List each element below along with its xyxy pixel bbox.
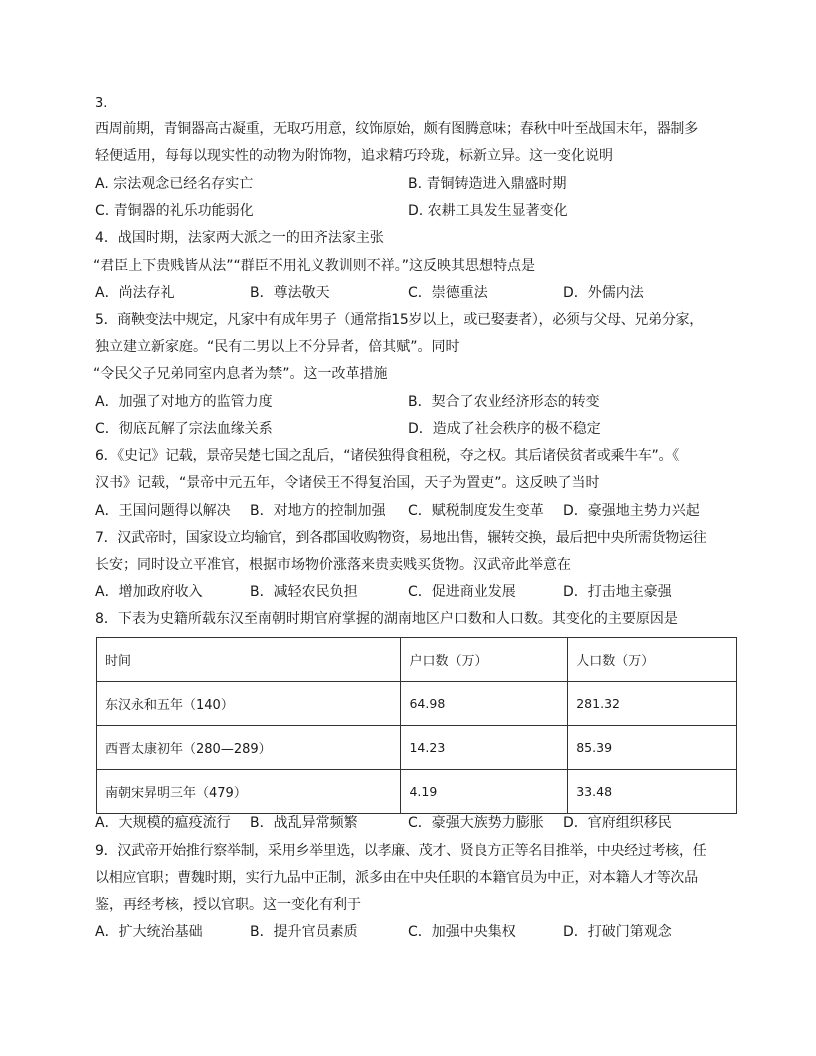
q9-option-c[interactable]: C．加强中央集权 bbox=[408, 924, 516, 940]
q3-number: 3. bbox=[95, 96, 108, 111]
q6-stem-line2: 汉书》记载，“景帝中元五年，令诸侯王不得复治国，天子为置吏”。这反映了当时 bbox=[95, 475, 600, 491]
q4-option-b[interactable]: B．尊法敬天 bbox=[250, 285, 330, 301]
q8-option-b[interactable]: B．战乱异常频繁 bbox=[250, 815, 358, 831]
q7-option-b[interactable]: B．减轻农民负担 bbox=[250, 584, 358, 600]
table-row bbox=[97, 770, 737, 814]
q5-option-d[interactable]: D．造成了社会秩序的极不稳定 bbox=[408, 421, 601, 437]
q7-option-c[interactable]: C．促进商业发展 bbox=[408, 584, 516, 600]
q7-stem-line2: 长安；同时设立平准官，根据市场物价涨落来贵卖贱买货物。汉武帝此举意在 bbox=[95, 557, 571, 573]
table-header-time: 时间 bbox=[97, 638, 401, 682]
table-header-households: 户口数（万） bbox=[401, 638, 568, 682]
table-cell-population: 33.48 bbox=[568, 770, 737, 814]
q4-stem-line1: 4．战国时期，法家两大派之一的田齐法家主张 bbox=[95, 230, 384, 246]
q7-option-d[interactable]: D．打击地主豪强 bbox=[563, 584, 672, 600]
table-cell-time: 南朝宋昇明三年（479） bbox=[97, 770, 401, 814]
q3-stem-line1: 西周前期，青铜器高古凝重，无取巧用意，纹饰原始，颇有图腾意味；春秋中叶至战国末年，器制多 bbox=[95, 121, 698, 137]
q9-option-d[interactable]: D．打破门第观念 bbox=[563, 924, 672, 940]
q4-option-d[interactable]: D．外儒内法 bbox=[563, 285, 644, 301]
table-cell-households: 64.98 bbox=[401, 682, 568, 726]
q3-stem-line2: 轻便适用，每每以现实性的动物为附饰物，追求精巧玲珑，标新立异。这一变化说明 bbox=[95, 148, 613, 164]
q6-option-c[interactable]: C．赋税制度发生变革 bbox=[408, 503, 544, 519]
q5-stem-line1: 5．商鞅变法中规定，凡家中有成年男子（通常指15岁以上，或已娶妻者），必须与父母、兄弟分家， bbox=[95, 312, 703, 328]
q5-option-b[interactable]: B．契合了农业经济形态的转变 bbox=[408, 394, 600, 410]
table-header-row bbox=[97, 638, 737, 682]
q8-stem-line1: 8．下表为史籍所载东汉至南朝时期官府掌握的湖南地区户口数和人口数。其变化的主要原因是 bbox=[95, 611, 678, 627]
q5-option-a[interactable]: A．加强了对地方的监管力度 bbox=[95, 394, 273, 410]
q6-option-b[interactable]: B．对地方的控制加强 bbox=[250, 503, 386, 519]
q3-option-a[interactable]: A. 宗法观念已经名存实亡 bbox=[95, 176, 254, 192]
table-cell-households: 14.23 bbox=[401, 726, 568, 770]
q7-option-a[interactable]: A．增加政府收入 bbox=[95, 584, 203, 600]
table-row bbox=[97, 682, 737, 726]
q4-option-c[interactable]: C．崇德重法 bbox=[408, 285, 488, 301]
q3-option-b[interactable]: B. 青铜铸造进入鼎盛时期 bbox=[408, 176, 567, 192]
q6-stem-line1: 6．《史记》记载，景帝吴楚七国之乱后，“诸侯独得食租税，夺之权。其后诸侯贫者或乘牛车”。《 bbox=[95, 448, 679, 464]
q3-option-c[interactable]: C. 青铜器的礼乐功能弱化 bbox=[95, 203, 254, 219]
table-header-population: 人口数（万） bbox=[568, 638, 737, 682]
q6-option-a[interactable]: A．王国问题得以解决 bbox=[95, 503, 231, 519]
q9-stem-line2: 以相应官职；曹魏时期，实行九品中正制，派多由在中央任职的本籍官员为中正，对本籍人才等次品 bbox=[95, 870, 698, 886]
table-cell-time: 西晋太康初年（280—289） bbox=[97, 726, 401, 770]
q8-option-d[interactable]: D．官府组织移民 bbox=[563, 815, 672, 831]
q8-data-table bbox=[96, 637, 737, 814]
q8-option-c[interactable]: C．豪强大族势力膨胀 bbox=[408, 815, 544, 831]
q9-option-b[interactable]: B．提升官员素质 bbox=[250, 924, 358, 940]
q4-option-a[interactable]: A．尚法存礼 bbox=[95, 285, 175, 301]
table-cell-households: 4.19 bbox=[401, 770, 568, 814]
q5-stem-line2: 独立建立新家庭。“民有二男以上不分异者，倍其赋”。同时 bbox=[95, 339, 460, 355]
q9-option-a[interactable]: A．扩大统治基础 bbox=[95, 924, 203, 940]
q9-stem-line3: 鉴，再经考核，授以官职。这一变化有利于 bbox=[95, 897, 361, 913]
q5-stem-line3: “令民父子兄弟同室内息者为禁”。这一改革措施 bbox=[93, 366, 388, 382]
q9-stem-line1: 9．汉武帝开始推行察举制，采用乡举里选，以孝廉、茂才、贤良方正等名目推举，中央经过考核，任 bbox=[95, 843, 707, 859]
q7-stem-line1: 7．汉武帝时，国家设立均输官，到各郡国收购物资，易地出售，辗转交换，最后把中央所需货物运往 bbox=[95, 530, 707, 546]
table-row bbox=[97, 726, 737, 770]
q5-option-c[interactable]: C．彻底瓦解了宗法血缘关系 bbox=[95, 421, 273, 437]
q4-stem-line2: “君臣上下贵贱皆从法”“群臣不用礼义教训则不祥。”这反映其思想特点是 bbox=[93, 258, 536, 274]
table-cell-time: 东汉永和五年（140） bbox=[97, 682, 401, 726]
table-cell-population: 281.32 bbox=[568, 682, 737, 726]
q6-option-d[interactable]: D．豪强地主势力兴起 bbox=[563, 503, 700, 519]
q3-option-d[interactable]: D. 农耕工具发生显著变化 bbox=[408, 203, 568, 219]
q8-option-a[interactable]: A．大规模的瘟疫流行 bbox=[95, 815, 231, 831]
table-cell-population: 85.39 bbox=[568, 726, 737, 770]
